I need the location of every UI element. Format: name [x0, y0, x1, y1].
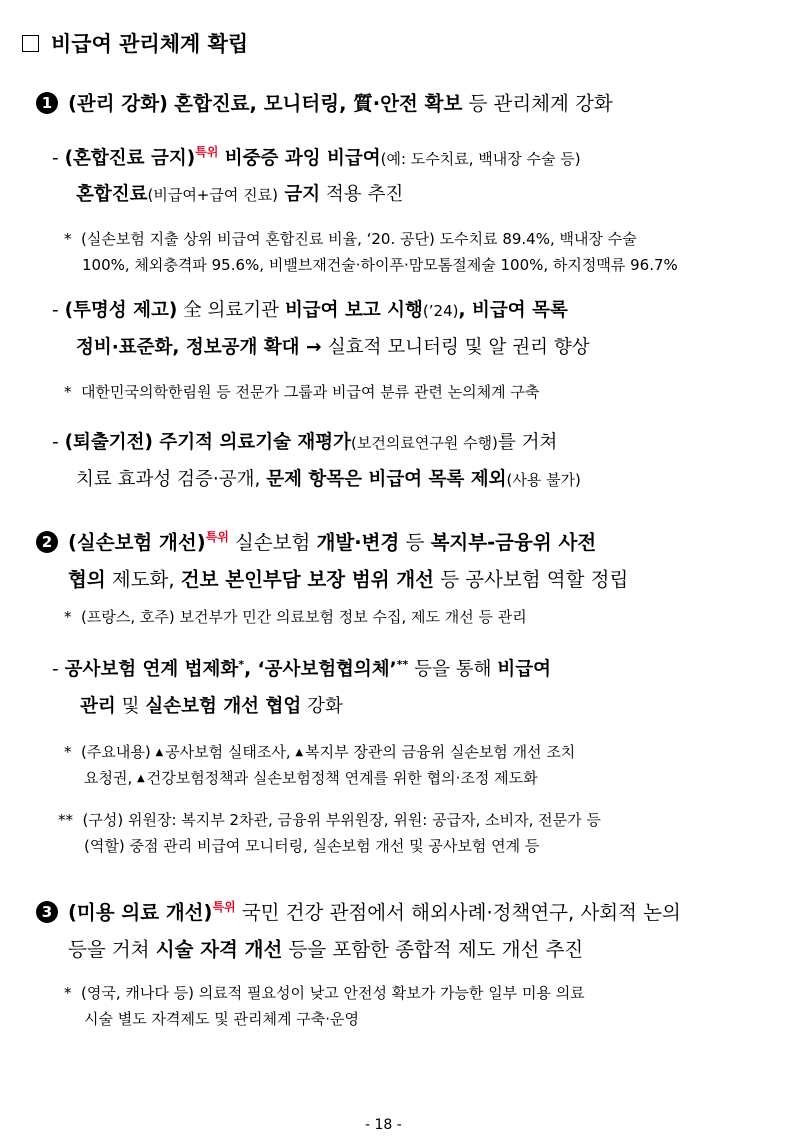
sec3-line2: 등을 거쳐 시술 자격 개선 등을 포함한 종합적 제도 개선 추진: [68, 938, 584, 961]
sec1-d1-note-line2: 100%, 체외충격파 95.6%, 비밸브재건술·하이푸·맘모톰절제술 100%, 하지정맥류 96.7%: [82, 256, 678, 274]
triangle-up-icon: ▲: [295, 747, 304, 758]
checkbox-square-icon: [22, 35, 39, 52]
number-1-icon: 1: [36, 92, 58, 114]
tag-tukwi: 특위: [205, 530, 229, 544]
sec3-note-line1: * (영국, 캐나다 등) 의료적 필요성이 낮고 안전성 확보가 가능한 일부 미용 의료: [64, 984, 585, 1002]
sec2-note1: * (프랑스, 호주) 보건부가 민간 의료보험 정보 수집, 제도 개선 등 관리: [64, 608, 527, 626]
sec2-line2: 협의 제도화, 건보 본인부담 보장 범위 개선 등 공사보험 역할 정립: [68, 568, 629, 591]
tag-tukwi: 특위: [212, 900, 236, 914]
sec2-line1: 2 (실손보험 개선)$^{특위}$ 실손보험 개발·변경 등 복지부-금융위 사전: [36, 527, 596, 555]
sec1-d2-line2: 정비·표준화, 정보공개 확대 → 실효적 모니터링 및 알 권리 향상: [76, 337, 590, 358]
sec3-note-line2: 시술 별도 자격제도 및 관리체계 구축·운영: [84, 1010, 359, 1028]
sec1-d1-line2: 혼합진료(비급여+급여 진료) 금지 적용 추진: [76, 184, 404, 205]
section-title: 비급여 관리체계 확립: [22, 28, 248, 58]
sec1-d2-line1: - (투명성 제고) 全 의료기관 비급여 보고 시행(’24), 비급여 목록: [52, 300, 568, 321]
sec2-note2-line2: 요청권, ▲ 건강보험정책과 실손보험정책 연계를 위한 협의·조정 제도화: [84, 769, 538, 787]
sec3-line1: 3 (미용 의료 개선)$^{특위}$ 국민 건강 관점에서 해외사례·정책연구, 사회적 논의: [36, 897, 681, 925]
sec2-d1-line1: - 공사보험 연계 법제화*, ‘공사보험협의체’** 등을 통해 비급여: [52, 658, 551, 680]
sec2-note3-line2: (역할) 중점 관리 비급여 모니터링, 실손보험 개선 및 공사보험 연계 등: [84, 837, 540, 855]
triangle-up-icon: ▲: [155, 747, 164, 758]
number-2-icon: 2: [36, 531, 58, 553]
page-number: - 18 -: [365, 1117, 402, 1133]
sec1-line1: 1 (관리 강화) 혼합진료, 모니터링, 質·안전 확보 등 관리체계 강화: [36, 88, 613, 116]
right-arrow-icon: →: [299, 337, 328, 358]
number-3-icon: 3: [36, 901, 58, 923]
sec1-d2-note: * 대한민국의학한림원 등 전문가 그룹과 비급여 분류 관련 논의체계 구축: [64, 383, 540, 401]
sec1-d3-line2: 치료 효과성 검증·공개, 문제 항목은 비급여 목록 제외(사용 불가): [76, 469, 581, 490]
sec1-d1-line1: - (혼합진료 금지)$^{특위}$ 비중증 과잉 비급여(예: 도수치료, 백내장 수술 등): [52, 145, 581, 169]
sec2-note2-line1: * (주요내용) ▲ 공사보험 실태조사, ▲ 복지부 장관의 금융위 실손보험 개선 조치: [64, 743, 576, 761]
triangle-up-icon: ▲: [137, 773, 145, 784]
sec1-d1-note-line1: * (실손보험 지출 상위 비급여 혼합진료 비율, ‘20. 공단) 도수치료 89.4%, 백내장 수술: [64, 230, 637, 248]
tag-tukwi: 특위: [195, 145, 219, 159]
sec2-note3-line1: ** (구성) 위원장: 복지부 2차관, 금융위 부위원장, 위원: 공급자, 소비자, 전문가 등: [58, 811, 601, 829]
sec2-d1-line2: 관리 및 실손보험 개선 협업 강화: [80, 696, 343, 717]
sec1-d3-line1: - (퇴출기전) 주기적 의료기술 재평가(보건의료연구원 수행)를 거쳐: [52, 432, 558, 453]
